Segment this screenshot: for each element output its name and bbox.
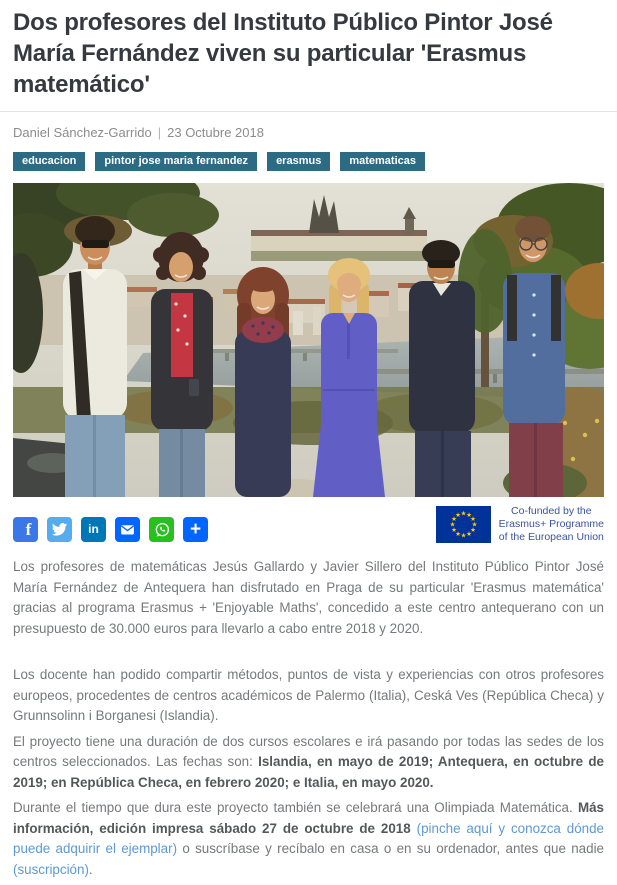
eu-cofunded-text: Co-funded by the Erasmus+ Programme of the European Union [498, 505, 604, 543]
share-buttons [13, 517, 208, 542]
byline-separator: | [157, 125, 162, 140]
linkedin-icon: in [88, 522, 99, 536]
share-twitter-button[interactable] [47, 517, 72, 542]
whatsapp-icon [153, 521, 171, 539]
publish-date: 23 Octubre 2018 [167, 125, 264, 140]
event-dates-bold: Islandia, en mayo de 2019; Antequera, en octubre de 2019; en República Checa, en febrero 2020; e Italia, en mayo 2020. [13, 754, 604, 790]
svg-text:★: ★ [460, 509, 467, 518]
author-name: Daniel Sánchez-Garrido [13, 125, 152, 140]
tag-erasmus[interactable]: erasmus [267, 152, 330, 171]
byline [13, 125, 604, 140]
tag-matematicas[interactable]: matematicas [340, 152, 425, 171]
article-paragraph: El proyecto tiene una duración de dos cursos escolares e irá pasando por todas las sedes de los centros seleccionados. Las fechas son: Islandia, en mayo de 2019; Antequera, en octubre de 2019; en República Checa, en febrero 2020; e Italia, en mayo 2020. [13, 733, 604, 790]
sunlight-overlay [13, 183, 604, 497]
share-whatsapp-button[interactable] [149, 517, 174, 542]
share-more-button[interactable] [183, 517, 208, 542]
tag-list [13, 152, 604, 171]
svg-text:★: ★ [449, 520, 456, 529]
article-title: Dos profesores del Instituto Público Pintor José María Fernández viven su particular 'Erasmus matemático' [13, 9, 553, 98]
svg-text:★: ★ [465, 511, 472, 519]
eu-cofunded-logo [436, 505, 604, 544]
subscription-link[interactable]: (suscripción) [13, 861, 89, 877]
buy-copy-link[interactable]: (pinche aquí y conozca dónde puede adquirir el ejemplar) [13, 820, 604, 856]
share-linkedin-button[interactable] [81, 517, 106, 542]
article-photo [13, 183, 604, 497]
article-paragraph: Los profesores de matemáticas Jesús Gallardo y Javier Sillero del Instituto Público Pintor José María Fernández de Antequera han disfrutado en Praga de su particular 'Erasmus matemática' gracias al programa Erasmus + 'Enjoyable Maths', concedido a este centro antequerano con un presupuesto de 30.000 euros para llevarlo a cabo entre 2018 y 2020. [13, 559, 604, 636]
svg-text:★: ★ [469, 515, 476, 523]
header-divider [0, 111, 617, 112]
svg-text:★: ★ [460, 531, 467, 540]
svg-text:★: ★ [450, 526, 457, 534]
svg-text:★: ★ [450, 515, 457, 523]
eu-flag-icon [436, 506, 491, 543]
svg-text:★: ★ [469, 526, 476, 534]
article-paragraph: Los docente han podido compartir métodos, puntos de vista y experiencias con otros profesores europeos, procedentes de centros académicos de Palermo (Italia), Ceská Ves (República Checa) y Grunnsolinn i Borganesi (Islandia). [13, 667, 604, 723]
facebook-icon: f [25, 520, 32, 539]
share-facebook-button[interactable] [13, 517, 38, 542]
article-photo-illustration [13, 183, 604, 497]
share-row [13, 503, 604, 544]
article-paragraph: Durante el tiempo que dura este proyecto también se celebrará una Olimpiada Matemática. Más información, edición impresa sábado 27 de octubre de 2018 (pinche aquí y conozca dónde puede adquirir el ejemplar) o suscríbase y recíbalo en casa o en su ordenador, antes que nadie (suscripción). [13, 800, 604, 877]
article-body [13, 557, 604, 880]
svg-text:★: ★ [454, 511, 461, 519]
twitter-bird-icon [51, 521, 68, 538]
plus-icon: + [189, 519, 202, 540]
more-info-bold: Más información, edición impresa sábado 27 de octubre de 2018 [13, 800, 604, 836]
share-email-button[interactable] [115, 517, 140, 542]
tag-educacion[interactable]: educacion [13, 152, 85, 171]
svg-text:★: ★ [454, 530, 461, 538]
email-envelope-icon [119, 521, 136, 538]
tag-pintor-jose-maria-fernandez[interactable]: pintor jose maria fernandez [95, 152, 257, 171]
svg-text:★: ★ [465, 530, 472, 538]
svg-text:★: ★ [471, 520, 478, 529]
